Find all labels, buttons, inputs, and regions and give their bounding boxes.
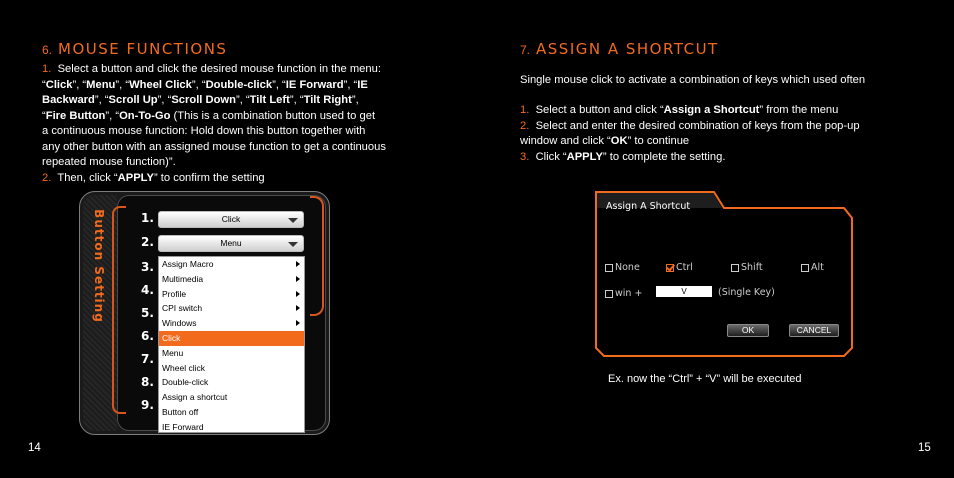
button-2-select[interactable]	[158, 235, 304, 252]
function-name: Tilt Right	[303, 94, 352, 106]
option-none[interactable]	[605, 262, 640, 273]
step-text: Select and enter the desired combination of keys from the pop-up	[535, 119, 860, 132]
option-label: win +	[615, 288, 643, 299]
step-text: Select a button and click “	[535, 104, 664, 116]
page-number-right: 15	[918, 442, 931, 454]
step-text: Click “	[535, 150, 567, 163]
step-text: ” to complete the setting.	[602, 150, 726, 163]
section-title: MOUSE FUNCTIONS	[58, 40, 228, 58]
select-value: Menu	[220, 238, 242, 248]
menu-item-label: Profile	[162, 288, 187, 299]
cancel-button[interactable]: CANCEL	[789, 324, 839, 337]
menu-item-click[interactable]	[159, 331, 304, 346]
step-text-line: any other button with an assigned mouse function to get a continuous	[42, 140, 386, 153]
function-name: Click	[45, 78, 73, 91]
checkbox-none[interactable]	[605, 264, 613, 272]
single-key-label: (Single Key)	[718, 287, 775, 298]
option-win[interactable]	[605, 288, 642, 299]
step-number: 3.	[520, 150, 530, 163]
menu-item-multimedia[interactable]	[159, 272, 304, 287]
step-text: ” to confirm the setting	[153, 171, 265, 184]
option-ctrl[interactable]	[666, 262, 693, 273]
step-text-line: “Fire Button”, “On-To-Go (This is a combination button used to get	[42, 109, 376, 122]
example-caption: Ex. now the “Ctrl” + “V” will be executed	[608, 373, 802, 385]
step-text: Then, click “	[57, 171, 118, 184]
key-input[interactable]: V	[656, 286, 712, 297]
menu-item-label: Click	[162, 332, 181, 343]
menu-item-label: CPI switch	[162, 303, 203, 314]
button-number-3: 3.	[141, 260, 154, 274]
button-number-5: 5.	[141, 306, 154, 320]
ok-keyword: OK	[610, 135, 628, 147]
step-text: ” from the menu	[759, 104, 839, 116]
step-text-line: Backward”, “Scroll Up”, “Scroll Down”, “Tilt Left”, “Tilt Right”,	[42, 94, 359, 106]
menu-item-double-click[interactable]	[159, 375, 304, 390]
section-heading-mouse-functions	[42, 40, 227, 58]
menu-item-label: Button off	[162, 406, 199, 417]
function-name: Menu	[86, 78, 116, 91]
menu-item-windows[interactable]	[159, 316, 304, 331]
function-name: Scroll Down	[171, 94, 236, 106]
decor-line	[112, 206, 126, 414]
apply-keyword: APPLY	[566, 150, 603, 163]
button-number-9: 9.	[141, 398, 154, 412]
option-label: None	[615, 262, 640, 273]
function-menu	[158, 256, 305, 433]
step-text: window and click “	[520, 135, 611, 147]
assign-shortcut-intro: Single mouse click to activate a combination of keys which used often	[520, 74, 866, 86]
section-title: ASSIGN A SHORTCUT	[536, 40, 719, 58]
chevron-down-icon[interactable]	[288, 242, 298, 247]
menu-item-cpi-switch[interactable]	[159, 301, 304, 316]
checkbox-alt[interactable]	[801, 264, 809, 272]
chevron-right-icon	[296, 305, 300, 311]
button-number-7: 7.	[141, 352, 154, 366]
panel-title	[86, 211, 112, 321]
decor-line	[310, 196, 324, 316]
step-text: ” to continue	[627, 135, 690, 147]
checkbox-shift[interactable]	[731, 264, 739, 272]
step-text-line: “Click”, “Menu”, “Wheel Click”, “Double-click”, “IE Forward”, “IE	[42, 78, 368, 91]
menu-item-label: Wheel click	[162, 362, 205, 373]
menu-item-label: Double-click	[162, 377, 209, 388]
menu-item-ie-forward[interactable]	[159, 420, 304, 433]
checkbox-win[interactable]	[605, 290, 613, 298]
function-name: Wheel Click	[129, 78, 192, 91]
assign-shortcut-keyword: Assign a Shortcut	[663, 104, 760, 116]
menu-item-label: Menu	[162, 347, 184, 358]
step-number: 2.	[42, 171, 52, 184]
function-name: Tilt Left	[249, 94, 290, 106]
option-label: Ctrl	[676, 262, 693, 273]
button-1-select[interactable]	[158, 211, 304, 228]
step-text: Select a button and click the desired mouse function in the menu:	[57, 63, 381, 75]
option-label: Alt	[811, 262, 824, 273]
option-label: Shift	[741, 262, 763, 273]
function-name: IE	[357, 78, 368, 91]
menu-item-wheel-click[interactable]	[159, 361, 304, 376]
menu-item-assign-a-shortcut[interactable]	[159, 390, 304, 405]
section-number: 6.	[42, 43, 53, 57]
menu-item-label: Windows	[162, 318, 197, 329]
checkbox-ctrl-checked[interactable]	[666, 264, 674, 272]
button-number-1: 1.	[141, 211, 154, 225]
ok-button[interactable]: OK	[727, 324, 769, 337]
menu-item-profile[interactable]	[159, 287, 304, 302]
button-number-6: 6.	[141, 329, 154, 343]
chevron-down-icon[interactable]	[288, 218, 298, 223]
step-number: 1.	[42, 63, 52, 75]
menu-item-button-off[interactable]	[159, 405, 304, 420]
assign-shortcut-steps	[520, 103, 940, 165]
function-name: Scroll Up	[108, 94, 158, 106]
menu-item-label: Assign Macro	[162, 259, 214, 269]
chevron-right-icon	[296, 320, 300, 326]
menu-item-label: IE Forward	[162, 421, 204, 432]
apply-keyword: APPLY	[117, 171, 154, 184]
function-name: Double-click	[205, 78, 273, 91]
chevron-right-icon	[296, 276, 300, 282]
step-number: 2.	[520, 119, 530, 132]
menu-item-menu[interactable]	[159, 346, 304, 361]
function-name: Backward	[42, 94, 95, 106]
button-number-2: 2.	[141, 235, 154, 249]
menu-item-label: Assign a shortcut	[162, 392, 228, 403]
button-number-4: 4.	[141, 283, 154, 297]
mouse-functions-step-1	[42, 62, 442, 186]
dialog-title: Assign A Shortcut	[606, 201, 691, 212]
menu-item-label: Multimedia	[162, 273, 204, 284]
step-number: 1.	[520, 104, 530, 116]
select-value: Click	[221, 214, 241, 224]
panel-title-text: Button Setting	[92, 209, 107, 323]
function-name: Fire Button	[45, 109, 106, 122]
button-number-8: 8.	[141, 375, 154, 389]
function-name: IE Forward	[285, 78, 344, 91]
page-number-left: 14	[28, 442, 41, 454]
menu-item-assign-macro[interactable]	[159, 257, 304, 272]
chevron-right-icon	[296, 291, 300, 297]
step-text-line: repeated mouse function)”.	[42, 156, 176, 168]
option-shift[interactable]	[731, 262, 763, 273]
option-alt[interactable]	[801, 262, 824, 273]
function-name: On-To-Go	[119, 109, 171, 122]
section-heading-assign-shortcut	[520, 40, 719, 58]
section-number: 7.	[520, 43, 531, 57]
chevron-right-icon	[296, 261, 300, 267]
step-text-line: a continuous mouse function: Hold down this button together with	[42, 125, 366, 137]
